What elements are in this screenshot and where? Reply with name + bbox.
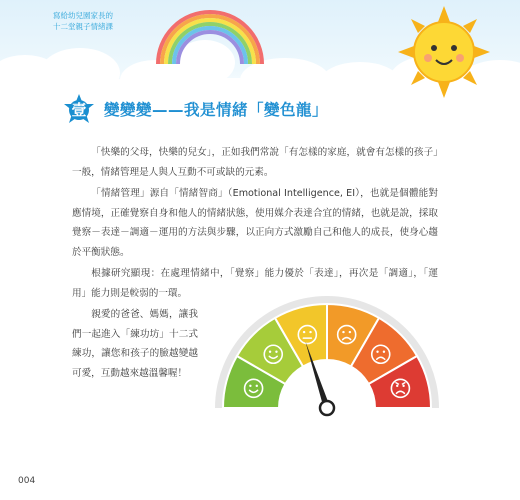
face-eye [249, 385, 251, 387]
face-eye [269, 351, 271, 353]
chapter-title: 變變變——我是情緒「變色龍」 [104, 101, 329, 119]
face-eye [376, 351, 378, 353]
paragraph-4: 親愛的爸爸、媽媽，讓我們一起進入「練功坊」十二式練功，讓您和孩子的臉越變越可愛，互動越來越溫馨喔！ [72, 309, 198, 379]
face-eye [402, 385, 404, 387]
face-eye [342, 331, 344, 333]
face-eye [275, 351, 277, 353]
face-eye [383, 351, 385, 353]
face-eye [256, 385, 258, 387]
series-title-line2: 十二堂親子情緒課 [53, 22, 113, 31]
sun-icon [398, 6, 490, 98]
face-eye [349, 331, 351, 333]
paragraph-3: 根據研究顯現：在處理情緒中，「覺察」能力優於「表達」，再次是「調適」，「運用」能力則是較弱的一環。 [72, 268, 438, 299]
paragraph-2: 「情緒管理」源自「情緒智商」（Emotional Intelligence, EI），也就是個體能對應情境，正確覺察自身和他人的情緒狀態，使用媒介表達合宜的情緒，也就是說，採取覺察－表達－調適－運用的方法與步驟，以正向方式激勵自己和他人的成長，使身心趨於平衡狀態。 [72, 188, 438, 258]
face-eye [396, 385, 398, 387]
page-number: 004 [18, 476, 36, 486]
paragraph-1: 「快樂的父母，快樂的兒女」，正如我們常說「有怎樣的家庭，就會有怎樣的孩子」一般，情緒管理是人與人互動不可或缺的元素。 [72, 147, 438, 178]
gauge-pivot [320, 401, 334, 415]
rainbow-icon [150, 2, 270, 64]
face-eye [303, 331, 305, 333]
face-eye [309, 331, 311, 333]
book-series-title [28, 10, 138, 32]
emotion-gauge [212, 296, 442, 431]
series-title-line1: 寫給幼兒園家長的 [53, 11, 113, 20]
chapter-number: 壹 [71, 101, 87, 119]
